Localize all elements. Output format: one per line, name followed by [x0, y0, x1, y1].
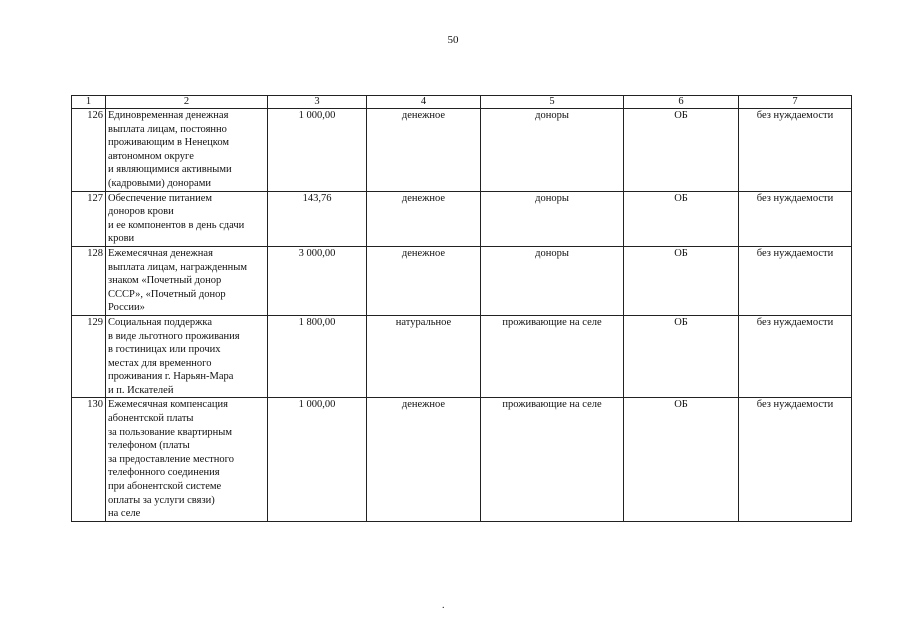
table-row: [72, 246, 852, 315]
benefit-name: Ежемесячная денежная выплата лицам, награжденным знаком «Почетный донор СССР», «Почетный донор России»: [106, 246, 268, 315]
column-number: 3: [268, 96, 367, 109]
row-number: 128: [72, 246, 106, 315]
table-row: [72, 315, 852, 398]
budget-source: ОБ: [624, 246, 739, 315]
eligibility-condition: без нуждаемости: [739, 191, 852, 246]
recipient-category: проживающие на селе: [481, 398, 624, 521]
footer-mark: .: [442, 600, 445, 611]
benefit-amount: 3 000,00: [268, 246, 367, 315]
eligibility-condition: без нуждаемости: [739, 398, 852, 521]
benefit-amount: 1 000,00: [268, 398, 367, 521]
budget-source: ОБ: [624, 315, 739, 398]
budget-source: ОБ: [624, 398, 739, 521]
benefit-name: Социальная поддержка в виде льготного проживания в гостиницах или прочих местах для временного проживания г. Нарьян-Мара и п. Искателей: [106, 315, 268, 398]
benefit-name: Ежемесячная компенсация абонентской платы за пользование квартирным телефоном (платы за предоставление местного телефонного соединения при абонентской системе оплаты за услуги связи) на селе: [106, 398, 268, 521]
eligibility-condition: без нуждаемости: [739, 315, 852, 398]
recipient-category: доноры: [481, 246, 624, 315]
column-number: 1: [72, 96, 106, 109]
benefit-name: Единовременная денежная выплата лицам, постоянно проживающим в Ненецком автономном округе и являющимися активными (кадровыми) донорами: [106, 109, 268, 192]
benefit-name: Обеспечение питанием доноров крови и ее компонентов в день сдачи крови: [106, 191, 268, 246]
budget-source: ОБ: [624, 109, 739, 192]
benefit-amount: 1 800,00: [268, 315, 367, 398]
benefit-form: денежное: [367, 246, 481, 315]
column-number-row: [72, 96, 852, 109]
table-row: [72, 191, 852, 246]
benefit-form: денежное: [367, 398, 481, 521]
benefit-form: натуральное: [367, 315, 481, 398]
page-number: 50: [447, 34, 459, 46]
column-number: 6: [624, 96, 739, 109]
table-row: [72, 398, 852, 521]
eligibility-condition: без нуждаемости: [739, 109, 852, 192]
benefit-form: денежное: [367, 191, 481, 246]
budget-source: ОБ: [624, 191, 739, 246]
column-number: 4: [367, 96, 481, 109]
column-number: 5: [481, 96, 624, 109]
row-number: 129: [72, 315, 106, 398]
benefits-table: [71, 95, 852, 522]
column-number: 2: [106, 96, 268, 109]
benefit-amount: 1 000,00: [268, 109, 367, 192]
recipient-category: проживающие на селе: [481, 315, 624, 398]
benefit-form: денежное: [367, 109, 481, 192]
row-number: 130: [72, 398, 106, 521]
table-row: [72, 109, 852, 192]
recipient-category: доноры: [481, 191, 624, 246]
column-number: 7: [739, 96, 852, 109]
recipient-category: доноры: [481, 109, 624, 192]
eligibility-condition: без нуждаемости: [739, 246, 852, 315]
row-number: 127: [72, 191, 106, 246]
benefit-amount: 143,76: [268, 191, 367, 246]
row-number: 126: [72, 109, 106, 192]
